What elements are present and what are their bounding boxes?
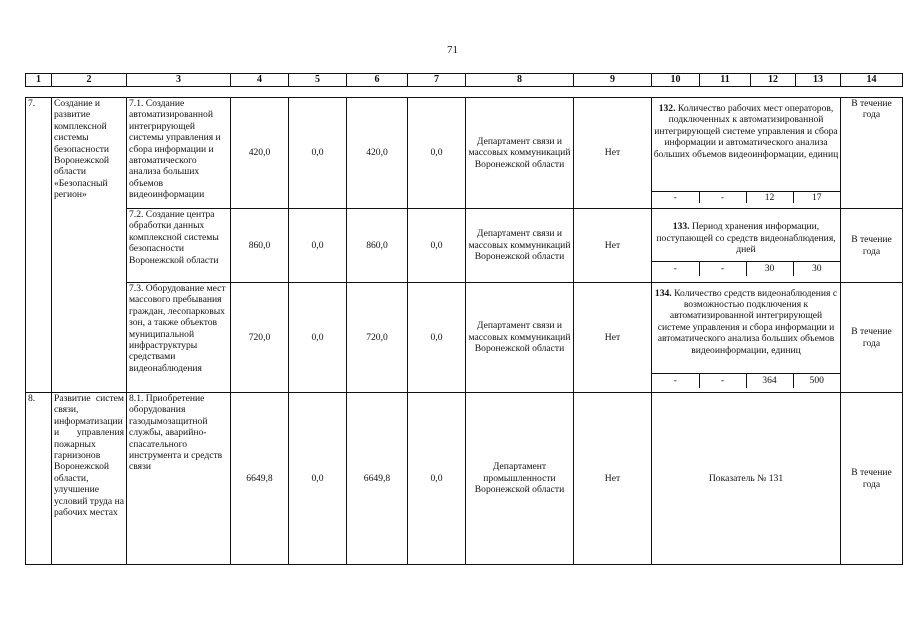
indicator-text: Количество средств видеонаблюдения с возможностью подключения к автоматизированной интегрирующей системе управления и сбора информации и автоматического анализа больших объемов видеоинформации, единиц xyxy=(657,287,838,356)
indicator-value-col-10: - xyxy=(652,262,699,276)
indicator-value-col-13: 500 xyxy=(809,375,824,387)
indicator-block xyxy=(652,283,841,393)
cell-col-4: 6649,8 xyxy=(231,393,289,565)
execution-term: В течение года xyxy=(841,393,903,565)
cell-col-9: Нет xyxy=(574,283,652,393)
indicator-value-col-10: - xyxy=(652,191,699,203)
cell-col-9: Нет xyxy=(574,209,652,283)
cell-col-5: 0,0 xyxy=(289,393,347,565)
cell-col-5: 0,0 xyxy=(289,283,347,393)
header-col-2: 2 xyxy=(52,74,127,87)
row-number: 8. xyxy=(26,393,52,565)
indicator-block xyxy=(652,98,841,209)
cell-col-5: 0,0 xyxy=(289,209,347,283)
measure-name: Развитие систем связи, информатизации и управления пожарных гарнизонов Воронежской области, улучшение условий труда на рабочих местах xyxy=(52,393,127,565)
department: Департамент промышленности Воронежской области xyxy=(466,393,574,565)
header-col-5: 5 xyxy=(289,74,347,87)
indicator-reference: Показатель № 131 xyxy=(652,393,841,565)
cell-col-6: 420,0 xyxy=(347,98,408,209)
activity-name: 7.3. Оборудование мест массового пребывания граждан, лесопарковых зон, а также объектов муниципальной инфраструктуры средствами видеонаблюдения xyxy=(127,283,231,393)
header-col-10: 10 xyxy=(652,74,700,87)
department: Департамент связи и массовых коммуникаций Воронежской области xyxy=(466,98,574,209)
cell-col-6: 860,0 xyxy=(347,209,408,283)
execution-term: В течение года xyxy=(841,98,903,209)
indicator-description xyxy=(652,216,840,262)
indicator-description xyxy=(652,288,840,374)
cell-col-6: 720,0 xyxy=(347,283,408,393)
department: Департамент связи и массовых коммуникаций Воронежской области xyxy=(466,209,574,283)
execution-term: В течение года xyxy=(841,283,903,393)
indicator-number: 133. xyxy=(672,221,690,233)
header-col-9: 9 xyxy=(574,74,652,87)
table-row xyxy=(26,393,903,565)
header-col-13: 13 xyxy=(796,74,841,87)
header-col-14: 14 xyxy=(841,74,903,87)
indicator-number: 134. xyxy=(654,287,672,299)
header-col-4: 4 xyxy=(231,74,289,87)
column-number-header xyxy=(25,73,903,87)
table-row xyxy=(26,283,903,393)
table-row xyxy=(26,98,903,209)
department: Департамент связи и массовых коммуникаций Воронежской области xyxy=(466,283,574,393)
indicator-description xyxy=(652,103,840,191)
cell-col-5: 0,0 xyxy=(289,98,347,209)
header-col-1: 1 xyxy=(26,74,52,87)
header-col-7: 7 xyxy=(408,74,466,87)
header-col-8: 8 xyxy=(466,74,574,87)
cell-col-9: Нет xyxy=(574,98,652,209)
activity-name: 7.2. Создание центра обработки данных комплексной системы безопасности Воронежской области xyxy=(127,209,231,283)
activity-name: 8.1. Приобретение оборудования газодымозащитной службы, аварийно-спасательного инструмента и средств связи xyxy=(127,393,231,565)
header-col-6: 6 xyxy=(347,74,408,87)
indicator-value-col-11: - xyxy=(699,374,746,388)
program-activities-table xyxy=(25,97,903,565)
indicator-text: Количество рабочих мест операторов, подключенных к автоматизированной интегрирующей системе управления и сбора информации и автоматического анализа больших объемов видеоинформации, единиц xyxy=(653,103,839,160)
activity-name: 7.1. Создание автоматизированной интегрирующей системы управления и сбора информации и автоматического анализа больших объемов видеоинформации xyxy=(127,98,231,209)
cell-col-7: 0,0 xyxy=(408,209,466,283)
header-col-3: 3 xyxy=(127,74,231,87)
indicator-block xyxy=(652,209,841,283)
execution-term: В течение года xyxy=(841,209,903,283)
cell-col-4: 860,0 xyxy=(231,209,289,283)
indicator-value-col-12: 12 xyxy=(746,191,793,203)
indicator-number: 132. xyxy=(658,103,676,114)
header-col-12: 12 xyxy=(751,74,796,87)
indicator-value-col-10: - xyxy=(652,374,699,388)
row-number: 7. xyxy=(26,98,52,393)
indicator-text: Период хранения информации, поступающей со средств видеонаблюдения, дней xyxy=(656,221,836,255)
indicator-value-col-12: 364 xyxy=(746,374,793,388)
cell-col-9: Нет xyxy=(574,393,652,565)
page-number: 71 xyxy=(447,44,458,56)
indicator-value-col-13: 17 xyxy=(811,191,822,203)
header-col-11: 11 xyxy=(700,74,751,87)
indicator-value-col-11: - xyxy=(699,262,746,276)
indicator-value-col-13: 30 xyxy=(811,263,822,275)
indicator-value-col-11: - xyxy=(699,191,746,203)
measure-name: Создание и развитие комплексной системы безопасности Воронежской области «Безопасный регион» xyxy=(52,98,127,393)
cell-col-6: 6649,8 xyxy=(347,393,408,565)
cell-col-4: 720,0 xyxy=(231,283,289,393)
cell-col-7: 0,0 xyxy=(408,393,466,565)
cell-col-7: 0,0 xyxy=(408,98,466,209)
cell-col-7: 0,0 xyxy=(408,283,466,393)
indicator-value-col-12: 30 xyxy=(746,262,793,276)
cell-col-4: 420,0 xyxy=(231,98,289,209)
table-row xyxy=(26,209,903,283)
